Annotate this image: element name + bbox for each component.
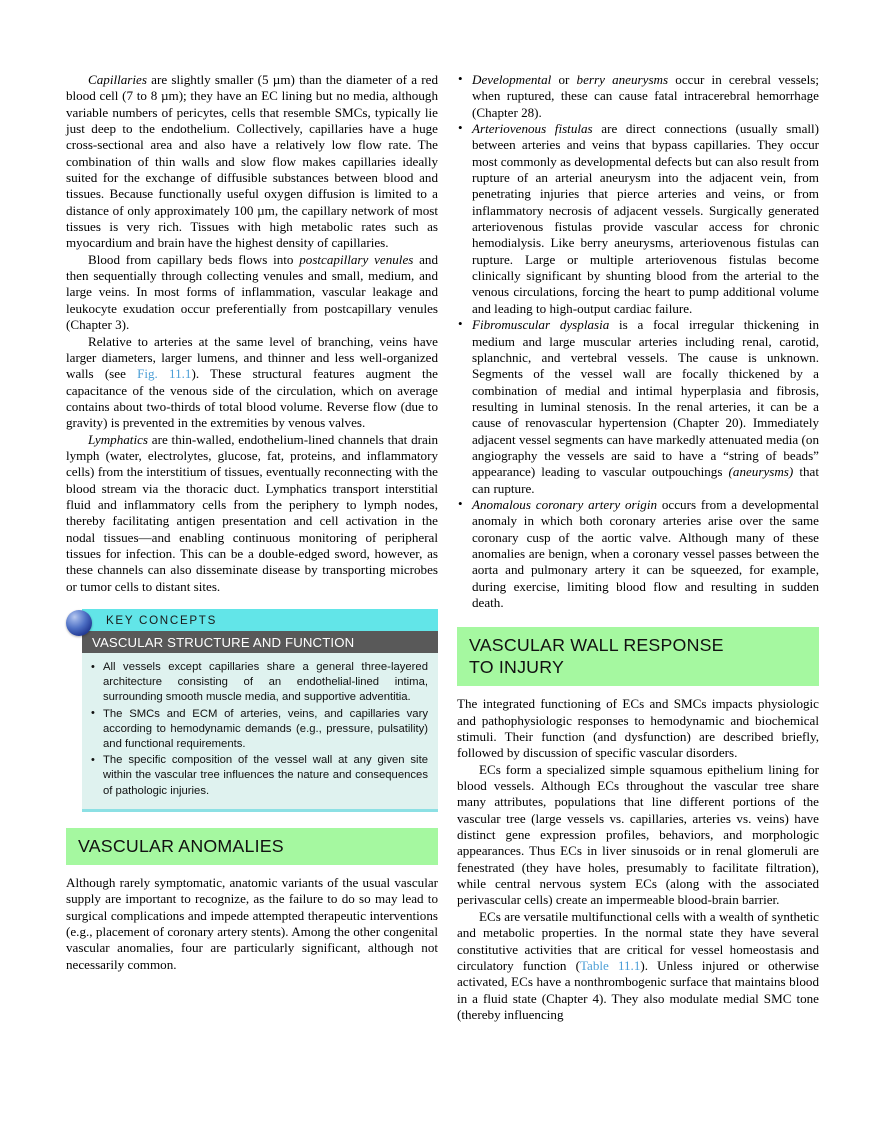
table-link-table-11-1[interactable]: Table 11.1 — [579, 957, 641, 973]
paragraph-vascular-anomalies-intro: Although rarely symptomatic, anatomic variants of the usual vascular supply are important to recognize, as the failure to do so may lead to surgical complications and impede attempted therapeutic interventions (e.g., placement of coronary artery stents). Among the other congenital vascular anomalies, four are particularly significant, although not necessarily common. — [66, 874, 438, 972]
paragraph-veins-part1: Relative to arteries at the same level of branching, veins have larger diameters, larger lumens, and thinner and less well-organized walls (see — [66, 333, 438, 382]
term-developmental: Developmental — [472, 72, 552, 87]
list-item-fibromuscular-dysplasia — [457, 317, 819, 497]
section-heading-vascular-wall-response — [457, 627, 819, 686]
paragraph-ecs-versatile-part2: ). Unless injured or otherwise activated, ECs have a nonthrombogenic surface that maintains blood in a fluid state (Chapter 4). They also modulate medial SMC tone (thereby influencing — [457, 957, 819, 1022]
term-aneurysms: (aneurysms) — [728, 464, 794, 480]
key-concepts-list-item: • The SMCs and ECM of arteries, veins, and capillaries vary according to hemodynamic demands (e.g., pressure, pulsatility) and functional requirements. — [88, 707, 428, 753]
key-concepts-body — [82, 653, 438, 812]
paragraph-lymphatics-text: are thin-walled, endothelium-lined channels that drain lymph (water, electrolytes, glucose, fat, proteins, and inflammatory cells) from the interstitium of tissues, eventually reconnecting with the blood stream via the thoracic duct. Lymphatics transport interstitial fluid and inflammatory cells from the periphery to lymph nodes, thereby facilitating antigen presentation and cell activation in the nodal tissues—and enabling continuous monitoring of peripheral tissues for infection. This can be a double-edged sword, however, as these channels can also disseminate disease by transporting microbes or tumor cells to distant sites. — [66, 431, 438, 594]
term-arteriovenous-fistulas: Arteriovenous fistulas — [472, 121, 593, 137]
paragraph-postcapillary-part2: and then sequentially through collecting venules and small, medium, and large veins. In most forms of inflammation, vascular leakage and leukocyte exudation occur preferentially from postcapillary venules (Chapter 3). — [66, 251, 439, 333]
list-item-developmental-berry-aneurysms — [457, 72, 819, 121]
key-concepts-box — [66, 609, 438, 812]
section-heading-line: VASCULAR WALL RESPONSE — [469, 635, 724, 656]
key-concepts-header — [82, 609, 438, 631]
paragraph-veins — [66, 334, 438, 432]
paragraph-capillaries-text: are slightly smaller (5 µm) than the diameter of a red blood cell (7 to 8 µm); they have an EC lining but no media, although variable numbers of pericytes, cells that resemble SMCs, typically lie just deep to the endothelium. Collectively, capillaries have a huge cross-sectional area and also have a relatively low flow rate. The combination of thin walls and slow flow makes capillaries ideally suited for the exchange of diffusible substances between blood and tissues. Because functionally useful oxygen diffusion is limited to a distance of only approximately 100 µm, the capillary network of most tissues is very rich. Tissues with high metabolic rates such as myocardium and brain have the highest density of capillaries. — [66, 72, 438, 251]
bullet3-rest: occurs from a developmental anomaly in which both coronary arteries arise over the same coronary cusp of the aortic valve. Although many of these anomalies are benign, when a coronary vessel passes between the aorta and pulmonary artery it can be squeezed, for example, during exercise, limiting blood flow and resulting in sudden death. — [472, 496, 819, 610]
term-anomalous-coronary-artery-origin: Anomalous coronary artery origin — [472, 496, 658, 512]
section-heading-line: VASCULAR ANOMALIES — [78, 835, 284, 856]
paragraph-ecs-epithelium: ECs form a specialized simple squamous epithelium lining for blood vessels. Although ECs throughout the vascular tree share many attributes, populations that line different portions of the vascular tree (large vessels vs. capillaries, arteries vs. veins) have distinct gene expression profiles, behaviors, and morphologic appearances. Thus ECs in liver sinusoids or in renal glomeruli are fenestrated (they have holes, presumably to facilitate filtration), while central nervous system ECs (along with the associated perivascular cells) create an impermeable blood-brain barrier. — [457, 761, 819, 908]
key-concepts-subtitle: VASCULAR STRUCTURE AND FUNCTION — [92, 634, 355, 650]
left-column — [66, 72, 438, 973]
key-concepts-title: KEY CONCEPTS — [106, 613, 218, 627]
bullet2-rest: is a focal irregular thickening in medium and large muscular arteries including renal, carotid, splanchnic, and vertebral vessels. The cause is unknown. Segments of the vessel wall are focally thickened by a combination of medial and intimal hyperplasia and fibrosis, resulting in luminal stenosis. In the renal arteries, it can be a cause of renovascular hypertension (Chapter 20). Immediately adjacent vessel segments can have markedly attenuated media (on angiography the vessels are said to have a “string of beads” appearance) leading to vascular outpouchings — [472, 317, 819, 480]
key-concepts-subtitle-bar — [82, 631, 438, 653]
list-item-arteriovenous-fistulas — [457, 121, 819, 317]
key-concepts-list — [88, 660, 428, 799]
term-lymphatics: Lymphatics — [88, 431, 148, 447]
paragraph-postcapillary-part1: Blood from capillary beds flows into — [88, 251, 300, 267]
sphere-bullet-icon — [66, 610, 92, 636]
bullet0-mid: or — [551, 72, 577, 87]
term-fibromuscular-dysplasia: Fibromuscular dysplasia — [472, 317, 610, 333]
paragraph-veins-part2: ). These structural features augment the capacitance of the venous side of the circulation, which on average contains about two-thirds of total blood volume. Reverse flow (due to gravity) is prevented in the extremities by venous valves. — [66, 366, 438, 431]
section-heading-line: TO INJURY — [469, 657, 565, 678]
term-capillaries: Capillaries — [88, 72, 147, 87]
figure-link-fig-11-1[interactable]: Fig. 11.1 — [137, 366, 192, 382]
section-heading-vascular-anomalies — [66, 828, 438, 865]
paragraph-postcapillary-venules — [66, 252, 438, 334]
term-postcapillary-venules: postcapillary venules — [299, 251, 414, 267]
term-berry-aneurysms: berry aneurysms — [576, 72, 669, 87]
paragraph-integrated-functioning: The integrated functioning of ECs and SMCs impacts physiologic and pathophysiologic responses to hemodynamic and biochemical stimuli. Their function (and dysfunction) are described briefly, followed by discussion of specific vascular disorders. — [457, 696, 819, 761]
paragraph-capillaries — [66, 72, 438, 252]
right-column — [457, 72, 819, 1023]
paragraph-ecs-versatile-part1: ECs are versatile multifunctional cells with a wealth of synthetic and metabolic properties. In the normal state they have several constitutive activities that are critical for vessel homeostasis and circulatory function ( — [457, 908, 819, 973]
bullet2-tail: that can rupture. — [472, 464, 819, 496]
list-item-anomalous-coronary-artery-origin — [457, 497, 819, 611]
paragraph-lymphatics — [66, 432, 438, 595]
bullet1-rest: are direct connections (usually small) between arteries and veins that bypass capillaries. They occur most commonly as developmental defects but can also result from rupture of an arterial aneurysm into the adjacent vein, from penetrating injuries that pierce arteries and veins, or from inflammatory necrosis of adjacent vessels. Surgically generated arteriovenous fistulas provide vascular access for chronic hemodialysis. Like berry aneurysms, arteriovenous fistulas can rupture. Large or multiple arteriovenous fistulas become clinically significant by shunting blood from the arterial to the venous circulations, forcing the heart to pump additional volume and leading to high-output cardiac failure. — [472, 121, 820, 316]
bullet0-rest: occur in cerebral vessels; when ruptured, these can cause fatal intracerebral hemorrhage (Chapter 28). — [472, 72, 819, 120]
key-concepts-list-item: • The specific composition of the vessel wall at any given site within the vascular tree influences the nature and consequences of pathologic injuries. — [88, 753, 428, 799]
key-concepts-list-item: • All vessels except capillaries share a general three-layered architecture consisting of an endothelial-lined intima, surrounding smooth muscle media, and supportive adventitia. — [88, 660, 428, 706]
paragraph-ecs-versatile — [457, 909, 819, 1023]
vascular-anomalies-list — [457, 72, 819, 611]
